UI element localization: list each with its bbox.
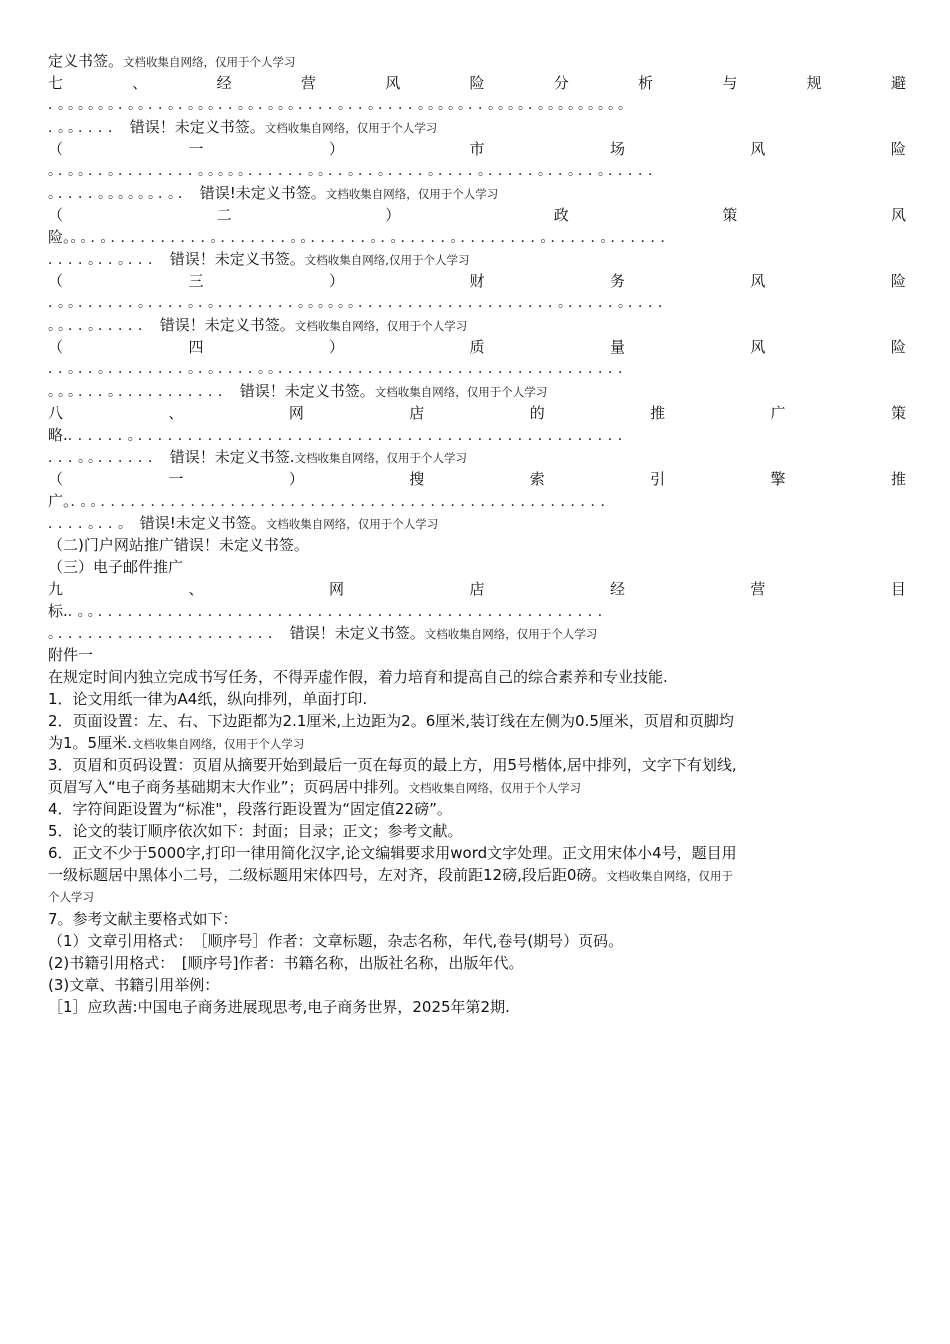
toc-leader: ．。。．．．．．．。．．．．。．。．．．．．．．．。。。。。。．．．．．．．．．．．．．．．．．．．．。．．．．．。．．．． [48,295,675,311]
toc-entry-8-3[interactable]: （三）电子邮件推广 [48,558,184,576]
appendix-item-1: 1．论文用纸一律为A4纸，纵向排列，单面打印. [48,690,368,708]
appendix-item-3-cont: 页眉写入“电子商务基础期末大作业”；页码居中排列。文档收集自网络，仅用于个人学习 [48,778,582,796]
bookmark-error: 错误！未定义书签. [169,448,295,466]
toc-entry-8-2[interactable]: （二)门户网站推广错误！未定义书签。 [48,536,309,554]
toc-leader: ．．。．．。．．．．．．．．。．。．．．．。。．．．．．．．．．．．．．．．．．．．．．．．．．．．．．．．．．．． [48,361,635,377]
bookmark-error: 错误！未定义书签。 [239,382,375,400]
bookmark-error: 错误！未定义书签。 [289,624,425,642]
toc-error-line: ．．．．。．．。 错误!未定义书签。文档收集自网络，仅用于个人学习 [48,514,439,532]
appendix-item-4: 4．字符间距设置为“标准"，段落行距设置为“固定值22磅”。 [48,800,452,818]
toc-entry-sec9[interactable]: 九 、 网 店 经 营 目 [48,580,906,598]
source-note: 文档收集自网络，仅用于个人学习 [294,319,468,333]
appendix-item-6: 6．正文不少于5000字,打印一律用简化汉字,论文编辑要求用word文字处理。正文用宋体小4号，题目用 [48,844,737,862]
toc-leader-line: 标.．。。．．．．．．．．．．．．．．．．．．．．．．．．．．．．．．．．．．．．．．．．．．．．．．．．．．． [48,602,615,620]
appendix-item-5: 5．论文的装订顺序依次如下：封面；目录；正文；参考文献。 [48,822,463,840]
reference-example-1: ［1］应玖茜:中国电子商务进展现思考,电子商务世界，2025年第2期. [48,998,510,1016]
toc-error-line: 。．．．．．．．．．．．．．．．．．．．．．． 错误！未定义书签。文档收集自网络，仅用于个人学习 [48,624,598,642]
toc-continuation [48,50,906,72]
bookmark-error: 错误！未定义书签。 [169,250,305,268]
toc-text: 定义书签。 [48,52,124,70]
appendix-item-3: 3．页眉和页码设置：页眉从摘要开始到最后一页在每页的最上方，用5号楷体,居中排列，文字下有划线, [48,756,737,774]
toc-entry-7-3[interactable]: （ 三 ） 财 务 风 险 [48,272,906,290]
toc-entry-7-2[interactable]: （ 二 ） 政 策 风 [48,206,906,224]
document-page [48,50,906,1018]
toc-leader: ．。。。。。。．。。．．。．。。。．．。。．。。。．．．．。．．。．．．．。。。。。．．。。。。．。。。。。。。。。 [48,97,635,113]
reference-examples-heading: (3)文章、书籍引用举例： [48,976,220,994]
bookmark-error: 错误！未定义书签。 [159,316,295,334]
appendix-intro: 在规定时间内独立完成书写任务，不得弄虚作假，着力培育和提高自己的综合素养和专业技能. [48,668,668,686]
appendix-title: 附件一 [48,646,94,664]
toc-error-line: ．。。．．．． 错误！未定义书签。文档收集自网络，仅用于个人学习 [48,118,438,136]
appendix-item-6-cont: 一级标题居中黑体小二号，二级标题用宋体四号，左对齐，段前距12磅,段后距0磅。文档收集自网络，仅用于 [48,866,733,884]
source-note: 文档收集自网络，仅用于个人学习 [264,121,438,135]
appendix-item-6-note-tail: 个人学习 [48,890,94,904]
toc-entry-7-1[interactable]: （ 一 ） 市 场 风 险 [48,140,906,158]
source-note: 文档收集自网络，仅用于个人学习 [408,781,582,795]
source-note: 文档收集自网络，仅用于个人学习 [325,187,499,201]
toc-error-line: 。。．．。．．．．． 错误！未定义书签。文档收集自网络，仅用于个人学习 [48,316,468,334]
toc-leader-line: 略.．．．．．．。．．．．．．．．．．．．．．．．．．．．．．．．．．．．．．．．．．．．．．．．．．．．．．．．． [48,426,635,444]
toc-leader-line: 广。．。。．．．．．．．．．．．．．．．．．．．．．．．．．．．．．．．．．．．．．．．．．．．．．．．．．．． [48,492,618,510]
bookmark-error: 错误！未定义书签。 [129,118,265,136]
reference-format-book: (2)书籍引用格式： [顺序号]作者：书籍名称，出版社名称，出版年代。 [48,954,524,972]
toc-error-line: ．．．。。．．．．．． 错误！未定义书签.文档收集自网络，仅用于个人学习 [48,448,468,466]
toc-entry-7-4[interactable]: （ 四 ） 质 量 风 险 [48,338,906,356]
source-note: 文档收集自网络，仅用于 [606,869,733,883]
source-note: 文档收集自网络，仅用于个人学习 [294,451,468,465]
toc-entry-8-1[interactable]: （ 一 ） 搜 索 引 擎 推 [48,470,906,488]
appendix-item-2-cont: 为1。5厘米.文档收集自网络，仅用于个人学习 [48,734,305,752]
reference-format-article: （1）文章引用格式： ［顺序号］作者：文章标题，杂志名称，年代,卷号(期号）页码。 [48,932,624,950]
bookmark-error: 错误!未定义书签。 [139,514,266,532]
toc-entry-sec7[interactable]: 七 、 经 营 风 险 分 析 与 规 避 [48,74,906,92]
source-note: 文档收集自网络，仅用于个人学习 [123,55,296,69]
appendix-item-7: 7。参考文献主要格式如下： [48,910,238,928]
toc-entry-sec8[interactable]: 八 、 网 店 的 推 广 策 [48,404,906,422]
toc-error-line: 。．．．．。。。。。。．。． 错误!未定义书签。文档收集自网络，仅用于个人学习 [48,184,499,202]
toc-leader: 。．。。．．。．．．．．．．．。。。。。．．．．．．。。．．。．．。．．．．。．．．．。．．．．．。．．。．．。．．．．． [48,163,665,179]
toc-error-line: ．．．．。．．。．．． 错误！未定义书签。文档收集自网络,仅用于个人学习 [48,250,470,268]
bookmark-error: 错误!未定义书签。 [199,184,326,202]
source-note: 文档收集自网络,仅用于个人学习 [304,253,470,267]
source-note: 文档收集自网络，仅用于个人学习 [131,737,305,751]
toc-leader-line: 险。。。．。．．．．．．．．．．。．．．．．．．。。．．．．．．。．。．．．．．。．．．．．．．．。．．．．．。．．．．．． [48,228,678,246]
toc-error-line: 。。。．．．。．．．．．．．．．．． 错误！未定义书签。文档收集自网络，仅用于个人学习 [48,382,548,400]
source-note: 文档收集自网络，仅用于个人学习 [265,517,439,531]
appendix-item-2: 2．页面设置：左、右、下边距都为2.1厘米,上边距为2。6厘米,装订线在左侧为0.5厘米，页眉和页脚均 [48,712,734,730]
source-note: 文档收集自网络，仅用于个人学习 [424,627,598,641]
source-note: 文档收集自网络，仅用于个人学习 [374,385,548,399]
